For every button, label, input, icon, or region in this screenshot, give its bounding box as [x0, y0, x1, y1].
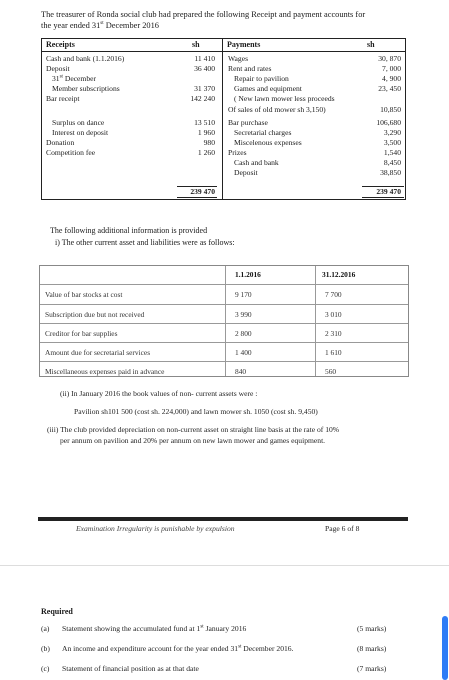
- ai-row-value-2016-start: 1 400: [235, 348, 252, 357]
- required-item-text: Statement showing the accumulated fund at 1st January 2016: [62, 624, 247, 633]
- receipt-amount: 13 510: [194, 118, 215, 127]
- note-iii-line-1: (iii) The club provided depreciation on non-current asset on straight line basis at the rate of 10%: [47, 425, 340, 434]
- payment-label: Miscelenous expenses: [234, 138, 302, 147]
- ai-row-label: Value of bar stocks at cost: [45, 290, 123, 299]
- payment-amount: 10,850: [380, 105, 401, 114]
- payment-label: Secretarial charges: [234, 128, 292, 137]
- header-receipts: Receipts: [46, 40, 75, 49]
- payments-total-underline: [362, 197, 404, 198]
- required-item-marks: (7 marks): [357, 664, 387, 673]
- table-header: [42, 39, 405, 52]
- payments-total: 239 470: [376, 187, 401, 196]
- ai-row-label: Subscription due but not received: [45, 310, 145, 319]
- payment-label: Wages: [228, 54, 249, 63]
- page-break: [0, 565, 449, 566]
- payment-amount: 3,500: [383, 138, 401, 147]
- additional-info-title: The following additional information is provided: [50, 226, 208, 235]
- ai-row-rule: [40, 304, 408, 305]
- ai-row-rule: [40, 323, 408, 324]
- receipt-label: Donation: [46, 138, 75, 147]
- ai-row-rule: [40, 361, 408, 362]
- receipt-amount: 1 960: [197, 128, 215, 137]
- payment-label: Of sales of old mower sh 3,150): [228, 105, 326, 114]
- footer-rule: [38, 517, 408, 521]
- payment-label: Prizes: [228, 148, 247, 157]
- payment-amount: 38,850: [380, 168, 401, 177]
- ai-divider-1: [225, 266, 226, 376]
- footer-warning: Examination Irregularity is punishable by expulsion: [76, 524, 235, 533]
- required-title: Required: [41, 607, 73, 616]
- payment-amount: 23, 450: [378, 84, 401, 93]
- ai-col-header-1: 1.1.2016: [235, 270, 261, 279]
- required-item-letter: (a): [41, 624, 50, 633]
- payment-label: Deposit: [234, 168, 258, 177]
- intro-line-1: The treasurer of Ronda social club had prepared the following Receipt and payment accounts for: [41, 10, 366, 19]
- required-item-text: Statement of financial position as at that date: [62, 664, 199, 673]
- receipt-label: Competition fee: [46, 148, 96, 157]
- receipt-label: Deposit: [46, 64, 70, 73]
- payment-label: Bar purchase: [228, 118, 268, 127]
- payment-label: Rent and rates: [228, 64, 272, 73]
- receipt-label: Member subscriptions: [52, 84, 120, 93]
- required-item-letter: (b): [41, 644, 50, 653]
- receipt-label: Cash and bank (1.1.2016): [46, 54, 125, 63]
- required-item-marks: (5 marks): [357, 624, 387, 633]
- ai-row-value-2016-end: 1 610: [325, 348, 342, 357]
- note-iii-line-2: per annum on pavilion and 20% per annum on new lawn mower and games equipment.: [60, 436, 326, 445]
- receipt-label: Interest on deposit: [52, 128, 109, 137]
- note-ii-line-1: (ii) In January 2016 the book values of non- current assets were :: [60, 389, 258, 398]
- receipt-amount: 11 410: [194, 54, 215, 63]
- receipt-label: Bar receipt: [46, 94, 80, 103]
- payment-amount: 106,680: [376, 118, 401, 127]
- payment-amount: 4, 900: [382, 74, 401, 83]
- ai-row-label: Amount due for secretarial services: [45, 348, 151, 357]
- required-item-marks: (8 marks): [357, 644, 387, 653]
- receipts-total-underline: [177, 197, 217, 198]
- receipt-label: 31st December: [52, 74, 97, 83]
- additional-info-item-i: i) The other current asset and liabilities were as follows:: [55, 238, 235, 247]
- ai-row-value-2016-end: 3 010: [325, 310, 342, 319]
- receipt-amount: 142 240: [190, 94, 215, 103]
- divider-middle: [222, 39, 223, 199]
- ai-row-value-2016-end: 2 310: [325, 329, 342, 338]
- header-sh-1: sh: [192, 40, 200, 49]
- ai-col-header-2: 31.12.2016: [322, 270, 356, 279]
- receipt-amount: 31 370: [194, 84, 215, 93]
- receipt-label: Surplus on dance: [52, 118, 105, 127]
- ai-row-value-2016-end: 560: [325, 367, 337, 376]
- additional-info-table: [39, 265, 409, 377]
- receipt-amount: 36 400: [194, 64, 215, 73]
- ai-row-label: Miscellaneous expenses paid in advance: [45, 367, 165, 376]
- header-sh-2: sh: [367, 40, 375, 49]
- ai-row-value-2016-start: 9 170: [235, 290, 252, 299]
- receipts-total: 239 470: [190, 187, 215, 196]
- required-item-text: An income and expenditure account for the year ended 31st December 2016.: [62, 644, 294, 653]
- payment-amount: 8,450: [383, 158, 401, 167]
- receipt-amount: 1 260: [197, 148, 215, 157]
- ai-row-value-2016-end: 7 700: [325, 290, 342, 299]
- ai-row-value-2016-start: 840: [235, 367, 247, 376]
- ai-row-rule: [40, 342, 408, 343]
- footer-page-number: Page 6 of 8: [325, 524, 360, 533]
- payment-label: Games and equipment: [234, 84, 302, 93]
- question-intro: [41, 9, 401, 31]
- receipts-payments-table: [41, 38, 406, 200]
- header-payments: Payments: [227, 40, 261, 49]
- payment-amount: 30, 870: [378, 54, 401, 63]
- ai-divider-2: [315, 266, 316, 376]
- payment-amount: 1,540: [383, 148, 401, 157]
- payment-amount: 7, 000: [382, 64, 401, 73]
- ai-row-value-2016-start: 3 990: [235, 310, 252, 319]
- intro-line-2: the year ended 31st December 2016: [41, 21, 159, 30]
- ai-row-rule: [40, 284, 408, 285]
- receipt-amount: 980: [203, 138, 215, 147]
- scrollbar-thumb[interactable]: [442, 616, 448, 680]
- payment-label: ( New lawn mower less proceeds: [234, 94, 335, 103]
- payment-label: Cash and bank: [234, 158, 279, 167]
- payment-amount: 3,290: [383, 128, 401, 137]
- ai-row-label: Creditor for bar supplies: [45, 329, 118, 338]
- payment-label: Repair to pavilion: [234, 74, 289, 83]
- required-item-letter: (c): [41, 664, 50, 673]
- ai-row-value-2016-start: 2 800: [235, 329, 252, 338]
- note-ii-line-2: Pavilion sh101 500 (cost sh. 224,000) and lawn mower sh. 1050 (cost sh. 9,450): [74, 407, 318, 416]
